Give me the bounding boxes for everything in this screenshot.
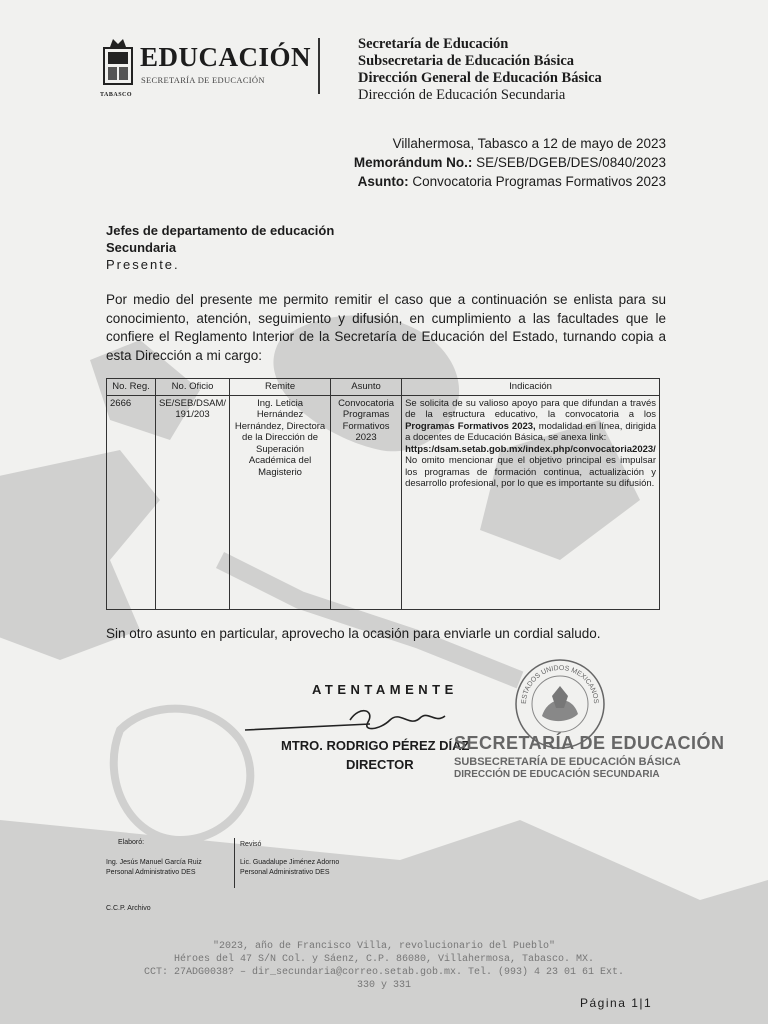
page-number: Página 1|1 xyxy=(580,996,653,1010)
signer-name: MTRO. RODRIGO PÉREZ DÍAZ xyxy=(281,738,470,753)
credits-divider xyxy=(234,838,235,888)
memo-meta xyxy=(354,134,666,191)
reviso-role: Personal Administrativo DES xyxy=(240,869,330,876)
logo-state-label: TABASCO xyxy=(100,92,133,98)
header-no-reg: No. Reg. xyxy=(107,379,156,396)
cell-no-reg: 2666 xyxy=(107,395,156,609)
reviso-label: Revisó xyxy=(240,841,262,848)
memo-subject-label: Asunto: xyxy=(357,174,409,189)
header-divider xyxy=(318,38,320,94)
stamp-line: DIRECCIÓN DE EDUCACIÓN SECUNDARIA xyxy=(454,769,660,780)
table-header-row xyxy=(107,379,660,396)
place-date: Villahermosa, Tabasco a 12 de mayo de 2023 xyxy=(392,136,666,151)
footer xyxy=(0,940,768,992)
logo-title: EDUCACIÓN xyxy=(140,42,312,72)
addressee-line: Secundaria xyxy=(106,240,177,255)
table-row xyxy=(107,395,660,609)
cell-indicacion xyxy=(402,395,660,609)
logo-subtitle: SECRETARÍA DE EDUCACIÓN xyxy=(141,75,265,85)
memo-table xyxy=(106,378,660,610)
footer-line: 330 y 331 xyxy=(356,980,411,991)
memo-number-label: Memorándum No.: xyxy=(353,155,473,170)
memo-number-value: SE/SEB/DGEB/DES/0840/2023 xyxy=(476,155,666,170)
indicacion-text: No omito mencionar que el objetivo principal es impulsar los programas de formación continua, actualización y desarrollo profesional, por lo que es importante su difusión. xyxy=(405,455,656,489)
elaboro-label: Elaboró: xyxy=(118,839,145,846)
addressee-presente: Presente. xyxy=(106,257,180,272)
letterhead-line: Dirección de Educación Secundaria xyxy=(358,87,566,103)
footer-line: CCT: 27ADG0038? – dir_secundaria@correo.setab.gob.mx. Tel. (993) 4 23 01 61 Ext. xyxy=(143,967,625,978)
header-asunto: Asunto xyxy=(331,379,402,396)
tabasco-crest-icon xyxy=(100,36,136,90)
ccp-archivo: C.C.P. Archivo xyxy=(106,905,151,912)
body-paragraph: Por medio del presente me permito remitir el caso que a continuación se enlista para su conocimiento, atención, seguimiento y difusión, en cumplimiento a las facultades que le confiere el Reglamento Interior de la Secretaría de Educación del Estado, turnando copia a esta Dirección a mi cargo: xyxy=(106,292,666,363)
cell-remite: Ing. Leticia Hernández Hernández, Directora de la Dirección de Superación Académica del Magisterio xyxy=(230,395,331,609)
signer-role: DIRECTOR xyxy=(346,757,414,772)
header-remite: Remite xyxy=(230,379,331,396)
indicacion-text: modalidad en línea, dirigida a docentes de Educación Básica, se anexa link: xyxy=(405,420,656,443)
closing-line: Sin otro asunto en particular, aprovecho la ocasión para enviarle un cordial saludo. xyxy=(106,626,601,641)
letterhead-lines xyxy=(358,36,602,104)
office-stamp xyxy=(454,733,725,780)
header-no-oficio: No. Oficio xyxy=(156,379,230,396)
footer-line: Héroes del 47 S/N Col. y Sáenz, C.P. 86080, Villahermosa, Tabasco. MX. xyxy=(173,954,595,965)
memo-subject xyxy=(354,172,666,191)
cell-no-oficio: SE/SEB/DSAM/ 191/203 xyxy=(156,395,230,609)
seal-text: ESTADOS UNIDOS MEXICANOS xyxy=(520,664,600,705)
addressee xyxy=(106,222,334,273)
letterhead-line: Secretaría de Educación xyxy=(358,36,509,52)
reviso-name: Lic. Guadalupe Jiménez Adorno xyxy=(240,859,340,866)
indicacion-text: Se solicita de su valioso apoyo para que difundan a través de la estructura educativo, la convocatoria a los xyxy=(405,397,656,420)
elaboro-name: Ing. Jesús Manuel García Ruiz xyxy=(106,859,202,866)
letterhead-line: Subsecretaria de Educación Básica xyxy=(358,53,575,69)
elaboro-role: Personal Administrativo DES xyxy=(106,869,196,876)
atentamente: ATENTAMENTE xyxy=(312,682,458,697)
memo-subject-value: Convocatoria Programas Formativos 2023 xyxy=(412,174,666,189)
cell-asunto: Convocatoria Programas Formativos 2023 xyxy=(331,395,402,609)
header-indicacion: Indicación xyxy=(402,379,660,396)
letterhead-line: Dirección General de Educación Básica xyxy=(358,70,602,86)
memo-number xyxy=(354,153,666,172)
addressee-line: Jefes de departamento de educación xyxy=(106,223,335,238)
indicacion-link[interactable]: https:/dsam.setab.gob.mx/index.php/convocatoria2023/ xyxy=(405,443,656,455)
stamp-line: SUBSECRETARÍA DE EDUCACIÓN BÁSICA xyxy=(454,756,681,768)
footer-line: "2023, año de Francisco Villa, revolucionario del Pueblo" xyxy=(212,941,556,952)
stamp-line: SECRETARÍA DE EDUCACIÓN xyxy=(454,733,725,753)
indicacion-program: Programas Formativos 2023, xyxy=(405,420,536,432)
